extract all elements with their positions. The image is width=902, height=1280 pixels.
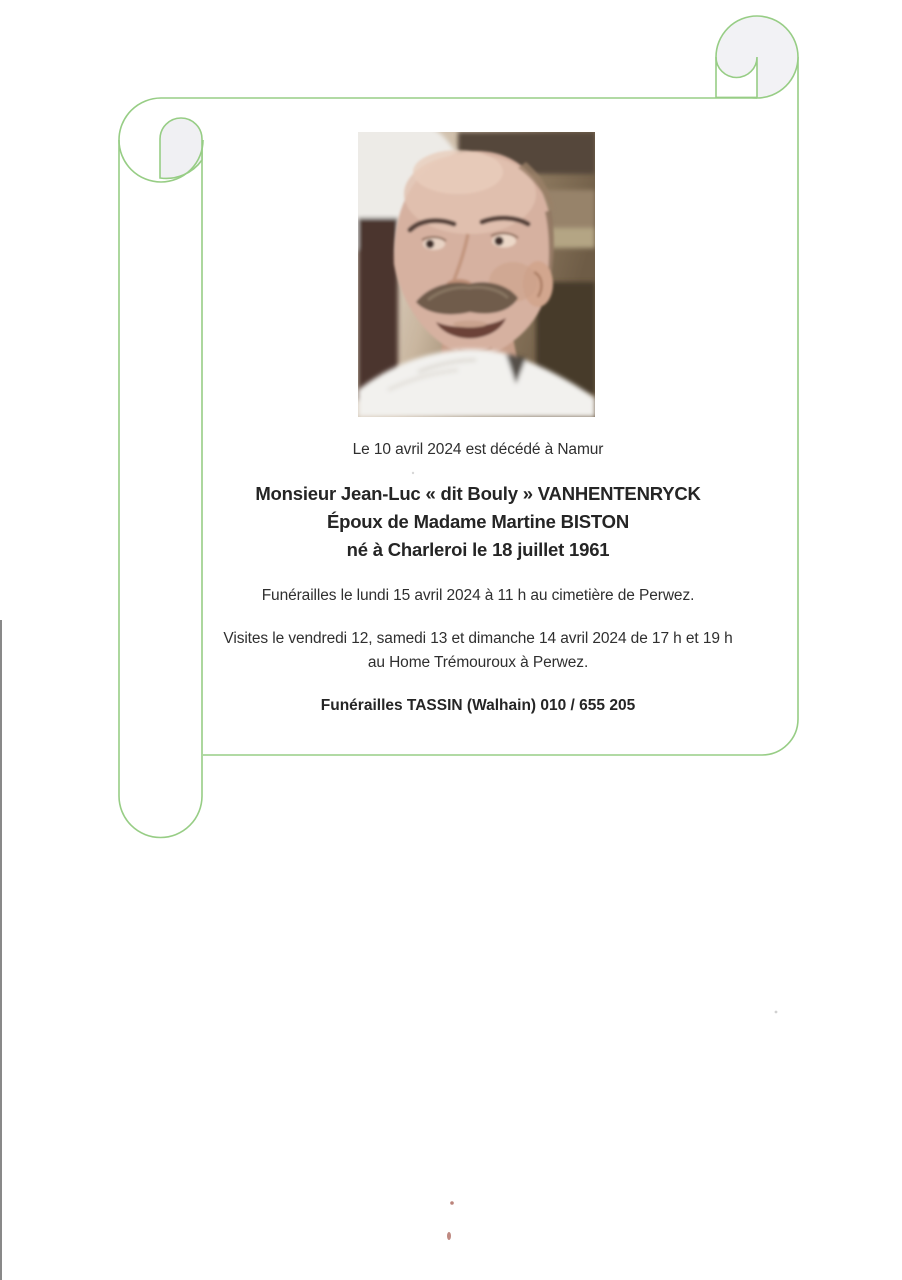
birth-line: né à Charleroi le 18 juillet 1961 xyxy=(346,539,610,560)
deceased-name-line: Monsieur Jean-Luc « dit Bouly » VANHENTENRYCK xyxy=(255,483,701,504)
scanner-edge-artifact xyxy=(0,620,2,1280)
death-date-line: Le 10 avril 2024 est décédé à Namur xyxy=(352,441,604,458)
visits-line-1: Visites le vendredi 12, samedi 13 et dimanche 14 avril 2024 de 17 h et 19 h xyxy=(223,630,733,647)
announcement-text-block xyxy=(166,0,790,1280)
funeral-home-line: Funérailles TASSIN (Walhain) 010 / 655 205 xyxy=(320,697,636,714)
funeral-line: Funérailles le lundi 15 avril 2024 à 11 h au cimetière de Perwez. xyxy=(261,587,695,604)
spouse-line: Époux de Madame Martine BISTON xyxy=(326,511,630,532)
visits-line-2: au Home Trémouroux à Perwez. xyxy=(367,654,589,671)
